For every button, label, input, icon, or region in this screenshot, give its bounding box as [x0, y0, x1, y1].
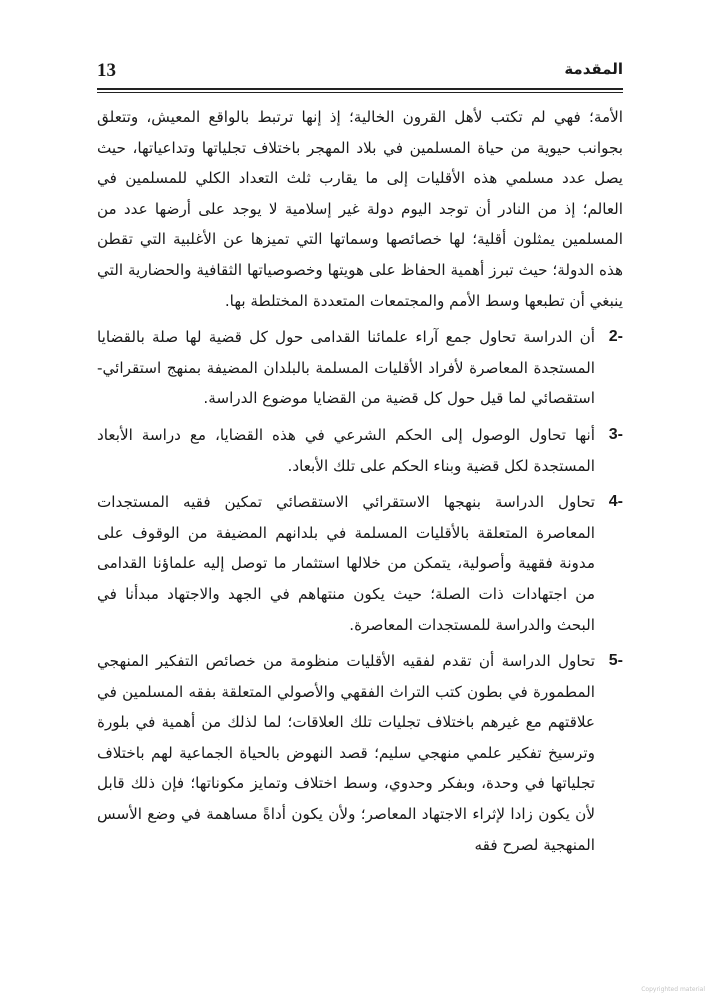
list-item-5 — [97, 646, 623, 860]
page-header — [97, 58, 623, 88]
list-item-4 — [97, 487, 623, 640]
list-number: 3- — [608, 425, 623, 443]
running-title: المقدمة — [564, 60, 623, 78]
list-item-3 — [97, 420, 623, 481]
copyright-watermark: Copyrighted material — [641, 986, 705, 993]
list-number: 5- — [608, 652, 623, 670]
page-number: 13 — [97, 60, 116, 81]
list-item-text: تحاول الدراسة أن تقدم لفقيه الأقليات منظومة من خصائص التفكير المنهجي المطمورة في بطون كتب التراث الفقهي والأصولي المتعلقة بفقه المسلمين في علاقتهم مع غيرهم باختلاف تجليات تلك العلاقات؛ لما لذلك من أهمية في بلورة وترسيخ تفكير علمي منهجي سليم؛ قصد النهوض بالحياة الجماعية لهم باختلاف تجلياتها في وحدة، وبفكر وحدوي، وسط اختلاف وتمايز مكوناتها؛ فإن ذلك قابل لأن يكون زادا لإثراء الاجتهاد المعاصر؛ ولأن يكون أداةً مساهمة في وضع الأسس المنهجية لصرح فقه — [97, 652, 595, 854]
page-body — [97, 102, 623, 860]
list-item-text: أنها تحاول الوصول إلى الحكم الشرعي في هذه القضايا، مع دراسة الأبعاد المستجدة لكل قضية وبناء الحكم على تلك الأبعاد. — [97, 425, 595, 475]
list-item-text: أن الدراسة تحاول جمع آراء علمائنا القدامى حول كل قضية لها صلة بالقضايا المستجدة المعاصرة لأفراد الأقليات المسلمة بالبلدان المضيفة بمنهج استقرائي- استقصائي لما قيل حول كل قضية من القضايا موضوع الدراسة. — [97, 328, 595, 408]
list-item-2 — [97, 322, 623, 414]
list-number: 4- — [608, 493, 623, 511]
continuation-paragraph: الأمة؛ فهي لم تكتب لأهل القرون الخالية؛ إذ إنها ترتبط بالواقع المعيش، وتتعلق بجوانب حيوية من حياة المسلمين في بلاد المهجر باختلاف تجلياتها وتداعياتها، حيث يصل عدد مسلمي هذه الأقليات إلى ما يقارب ثلث التعداد الكلي للمسلمين في العالم؛ إذ من النادر أن توجد اليوم دولة غير إسلامية لا يوجد على أرضها عدد من المسلمين يمثلون أقلية؛ لها خصائصها وسماتها التي تميزها عن الأغلبية التي تقطن هذه الدولة؛ حيث تبرز أهمية الحفاظ على هويتها وخصوصياتها الثقافية والحضارية التي ينبغي أن تطبعها وسط الأمم والمجتمعات المتعددة المختلطة بها. — [97, 108, 623, 310]
list-number: 2- — [608, 328, 623, 346]
header-double-rule — [97, 88, 623, 93]
list-item-text: تحاول الدراسة بنهجها الاستقرائي الاستقصائي تمكين فقيه المستجدات المعاصرة المتعلقة بالأقليات المسلمة في بلدانهم المضيفة من الوقوف على مدونة فقهية وأصولية، يتمكن من خلالها استثمار ما توصل إليه علماؤنا القدامى من اجتهادات ذات الصلة؛ حيث يكون منتهاهم في الجهد والاجتهاد مبدأنا في البحث والدراسة للمستجدات المعاصرة. — [97, 493, 595, 634]
